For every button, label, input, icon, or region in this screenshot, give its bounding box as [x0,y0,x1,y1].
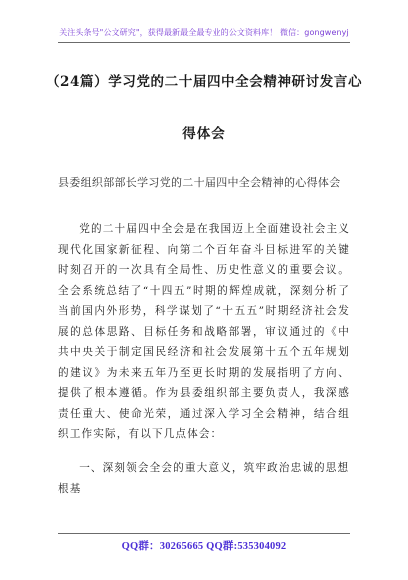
header-divider [58,42,350,43]
header-promo-note: 关注头条号"公文研究"，获得最新最全最专业的公文资料库！ 微信：gongwenyj [59,28,349,37]
document-title-line-2: 得体会 [182,126,226,142]
document-title-line-1: （24篇）学习党的二十届四中全会精神研讨发言心 [45,74,363,90]
document-subtitle: 县委组织部部长学习党的二十届四中全会精神的心得体会 [58,176,341,189]
footer-divider [58,533,350,534]
footer-qq-group-note: QQ群：30265665 QQ群:535304092 [121,541,287,552]
section-heading-1: 一、深刻领会全会的重大意义，筑牢政治忠诚的思想根基 [58,462,350,495]
body-paragraph: 党的二十届四中全会是在我国迈上全面建设社会主义现代化国家新征程、向第二个百年奋斗目标进军的关键时刻召开的一次具有全局性、历史性意义的重要会议。全会系统总结了“十四五”时期的辉煌成就，深刻分析了当前国内外形势，科学谋划了“十五五”时期经济社会发展的总体思路、目标任务和战略部署，审议通过的《中共中央关于制定国民经济和社会发展第十五个五年规划的建议》为未来五年乃至更长时期的发展指明了方向、提供了根本遵循。作为县委组织部主要负责人，我深感责任重大、使命光荣，通过深入学习全会精神，结合组织工作实际，有以下几点体会： [58,223,350,440]
